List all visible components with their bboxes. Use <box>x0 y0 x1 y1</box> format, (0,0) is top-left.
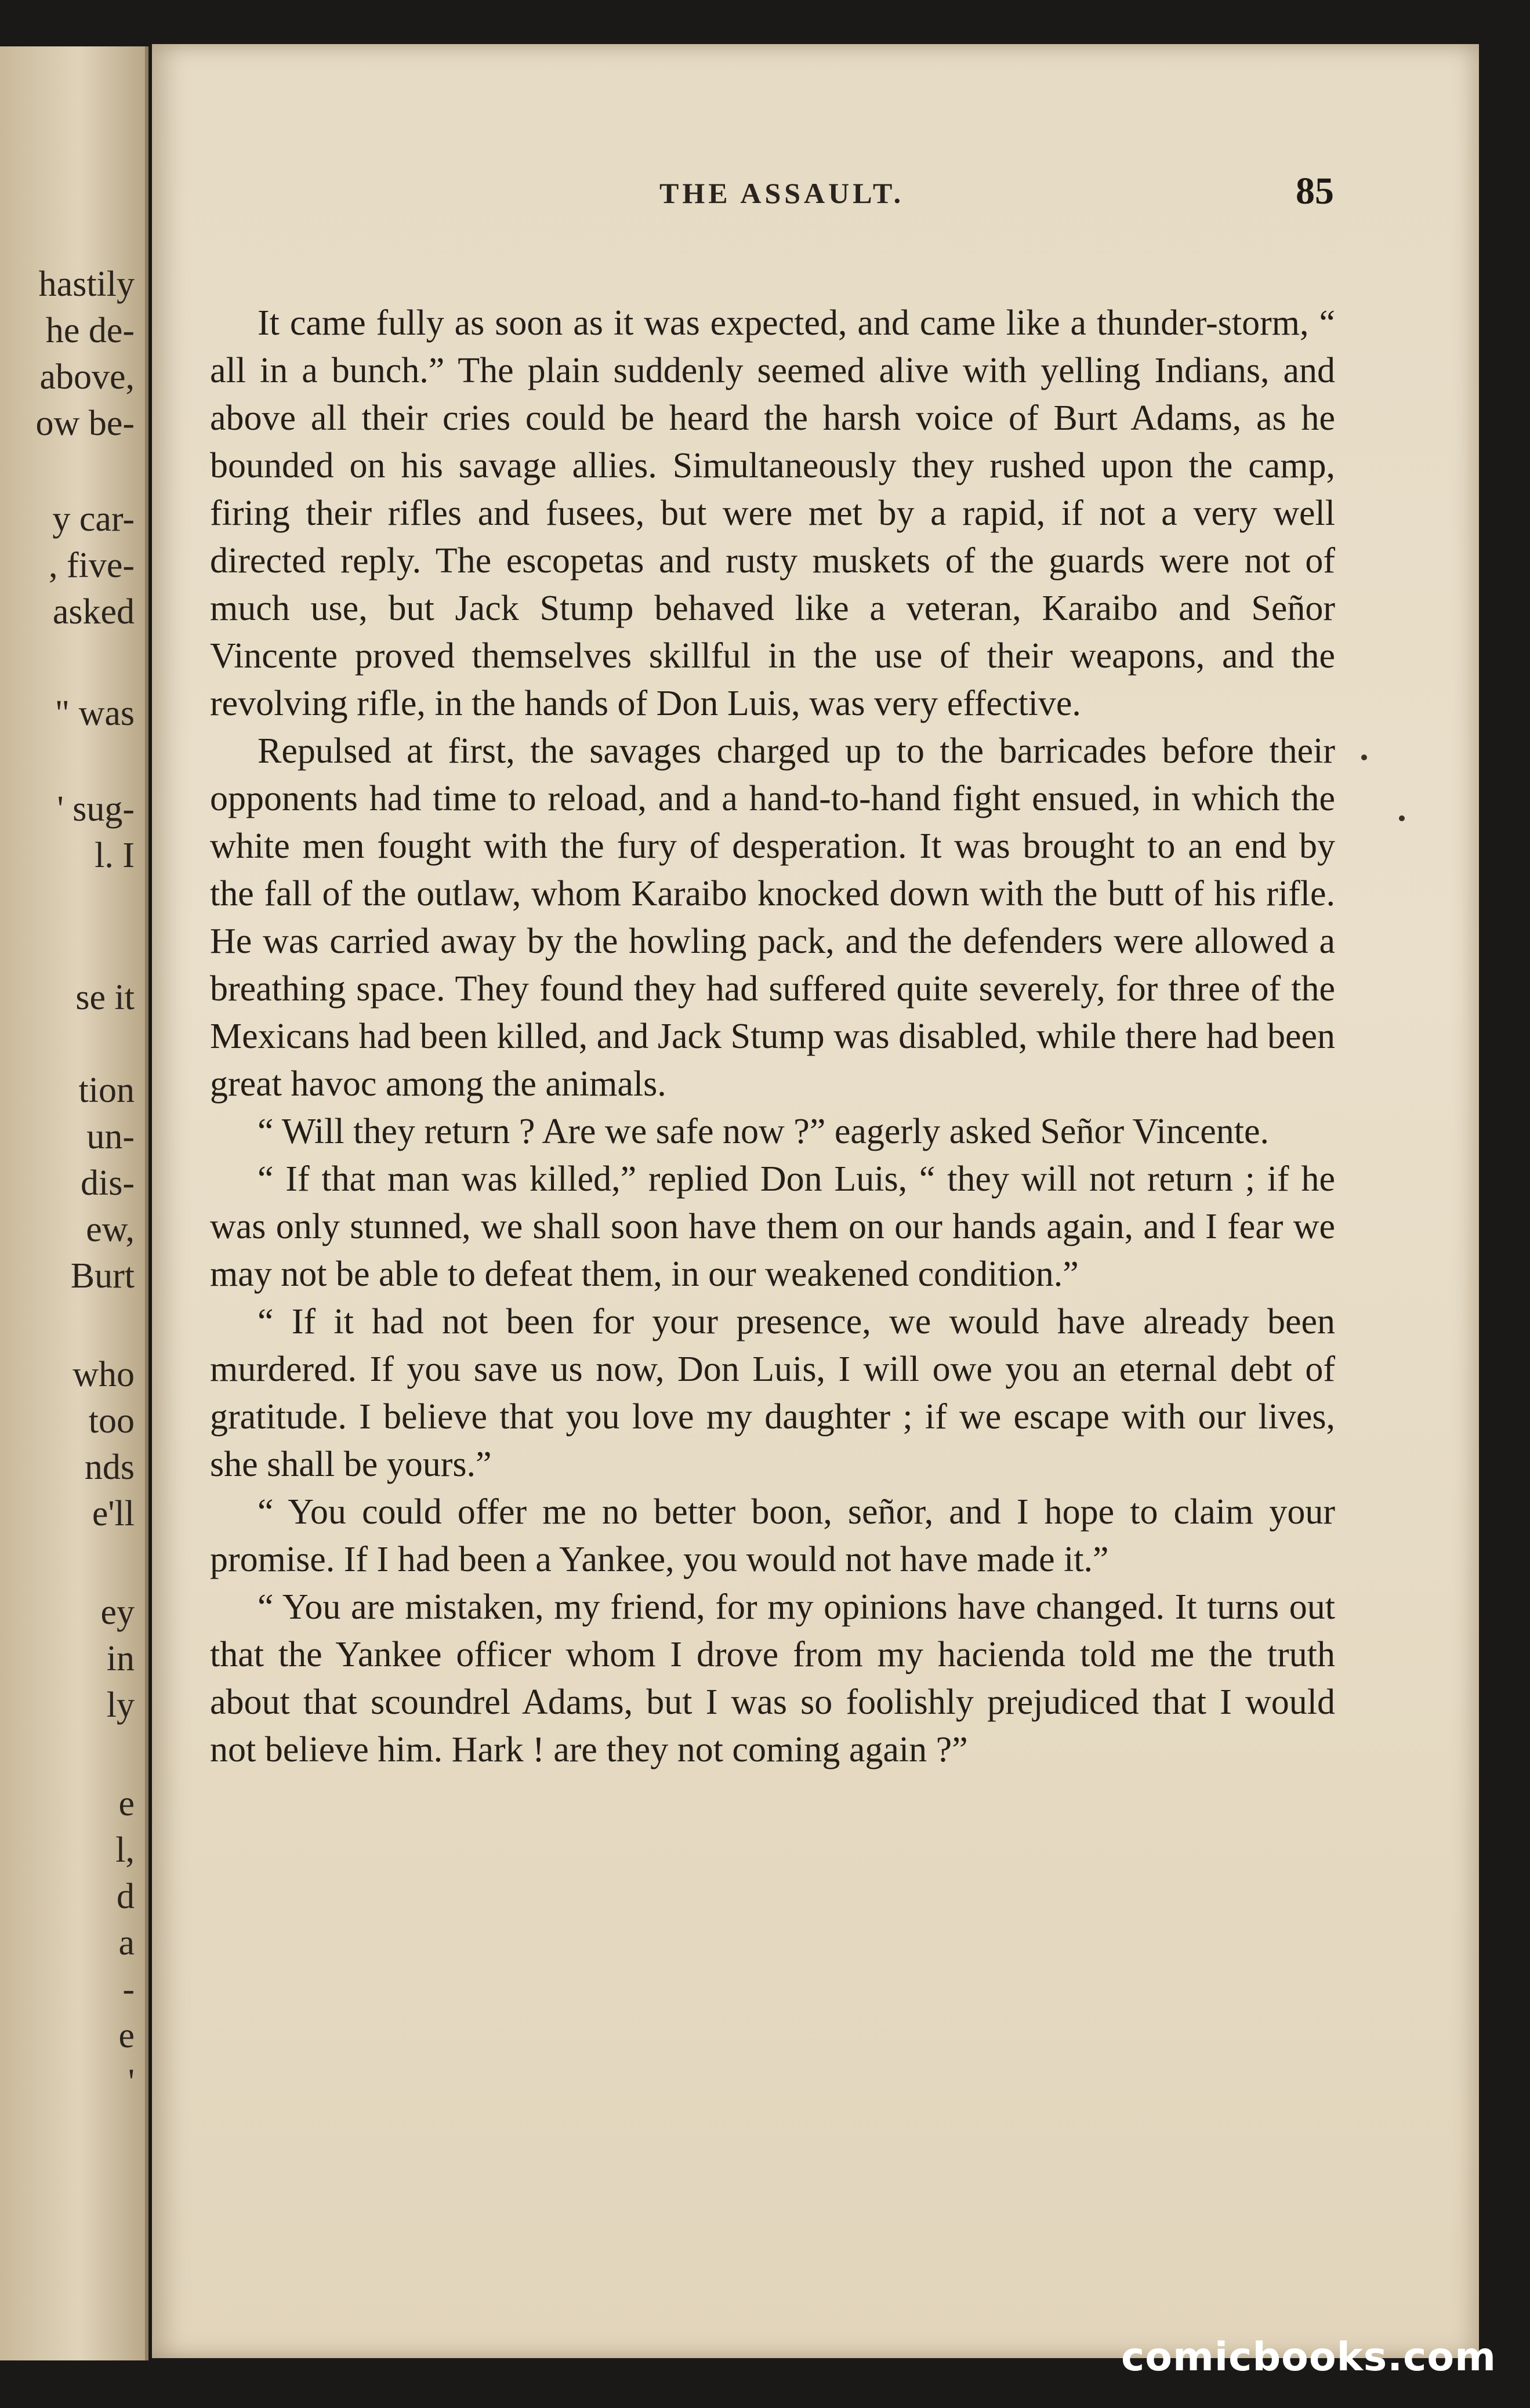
left-page-line: l. I <box>95 836 135 875</box>
book-page <box>152 44 1479 2358</box>
left-page-line: hastily <box>38 264 135 304</box>
left-page-line: above, <box>39 357 135 397</box>
body-text <box>210 299 1335 1774</box>
left-page-line: in <box>106 1639 135 1678</box>
left-page-line: a <box>118 1923 135 1963</box>
left-page-line: too <box>88 1401 135 1441</box>
left-page-line: e <box>118 2016 135 2055</box>
left-page-line: dis- <box>81 1163 135 1203</box>
stray-ink-mark <box>1361 755 1367 760</box>
left-page-line: l, <box>115 1830 135 1870</box>
left-page-line: se it <box>75 978 135 1017</box>
paragraph: “ You could offer me no better boon, señor, and I hope to claim your promise. If I had been a Yankee, you would not have made it.” <box>210 1492 1335 1579</box>
left-page-line: ew, <box>86 1210 135 1249</box>
running-title: THE ASSAULT. <box>659 177 905 209</box>
left-page-line: , five- <box>48 546 135 585</box>
left-page-line: - <box>122 1970 135 2009</box>
watermark: comicbooks.com <box>1121 2334 1496 2380</box>
left-page-line: tion <box>78 1071 135 1110</box>
left-page-line: Burt <box>70 1256 135 1296</box>
paragraph: “ Will they return ? Are we safe now ?” eagerly asked Señor Vincente. <box>258 1112 1270 1151</box>
paragraph: “ If that man was killed,” replied Don Luis, “ they will not return ; if he was only stunned, we shall soon have them on our hands again, and I fear we may not be able to defeat them, in our weakened condition.” <box>210 1159 1335 1294</box>
left-page-line: " was <box>55 694 135 733</box>
paragraph: “ If it had not been for your presence, we would have already been murdered. If you save us now, Don Luis, I will owe you an eternal debt of gratitude. I believe that you love my daughter ; if we escape with our lives, she shall be yours.” <box>210 1302 1335 1484</box>
left-page-line: who <box>72 1355 135 1394</box>
paragraph: Repulsed at first, the savages charged up to the barricades before their opponents had time to reload, and a hand-to-hand fight ensued, in which the white men fought with the fury of desperation. It was brought to an end by the fall of the outlaw, whom Karaibo knocked down with the butt of his rifle. He was carried away by the howling pack, and the defenders were allowed a breathing space. They found they had suffered quite severely, for three of the Mexicans had been killed, and Jack Stump was disabled, while there had been great havoc among the animals. <box>210 731 1335 1104</box>
left-page-line: asked <box>52 592 135 632</box>
left-page-line: he de- <box>45 311 135 350</box>
left-page-line: ' <box>128 2062 135 2102</box>
left-page-line: y car- <box>52 499 135 539</box>
left-page-line: e <box>118 1784 135 1823</box>
running-head <box>152 172 1479 230</box>
left-page-line: e'll <box>92 1494 135 1533</box>
left-page-line: ow be- <box>35 404 135 443</box>
stray-ink-mark <box>1399 815 1405 821</box>
left-page-line: nds <box>84 1448 135 1487</box>
page-number: 85 <box>1296 170 1334 212</box>
left-page-line: ey <box>100 1593 135 1632</box>
left-page-line: ly <box>106 1685 135 1725</box>
left-page-line: un- <box>86 1117 135 1156</box>
left-page-line: ' sug- <box>57 789 135 829</box>
left-page-line: d <box>117 1877 135 1916</box>
previous-page-edge <box>0 46 148 2360</box>
paragraph: It came fully as soon as it was expected, and came like a thunder-storm, “ all in a bunch.” The plain suddenly seemed alive with yelling Indians, and above all their cries could be heard the harsh voice of Burt Adams, as he bounded on his savage allies. Simultaneously they rushed upon the camp, firing their rifles and fusees, but were met by a rapid, if not a very well directed reply. The escopetas and rusty muskets of the guards were not of much use, but Jack Stump behaved like a veteran, Karaibo and Señor Vincente proved themselves skillful in the use of their weapons, and the revolving rifle, in the hands of Don Luis, was very effective. <box>210 303 1335 723</box>
paragraph: “ You are mistaken, my friend, for my opinions have changed. It turns out that the Yankee officer whom I drove from my hacienda told me the truth about that scoundrel Adams, but I was so foolishly prejudiced that I would not believe him. Hark ! are they not coming again ?” <box>210 1587 1335 1769</box>
